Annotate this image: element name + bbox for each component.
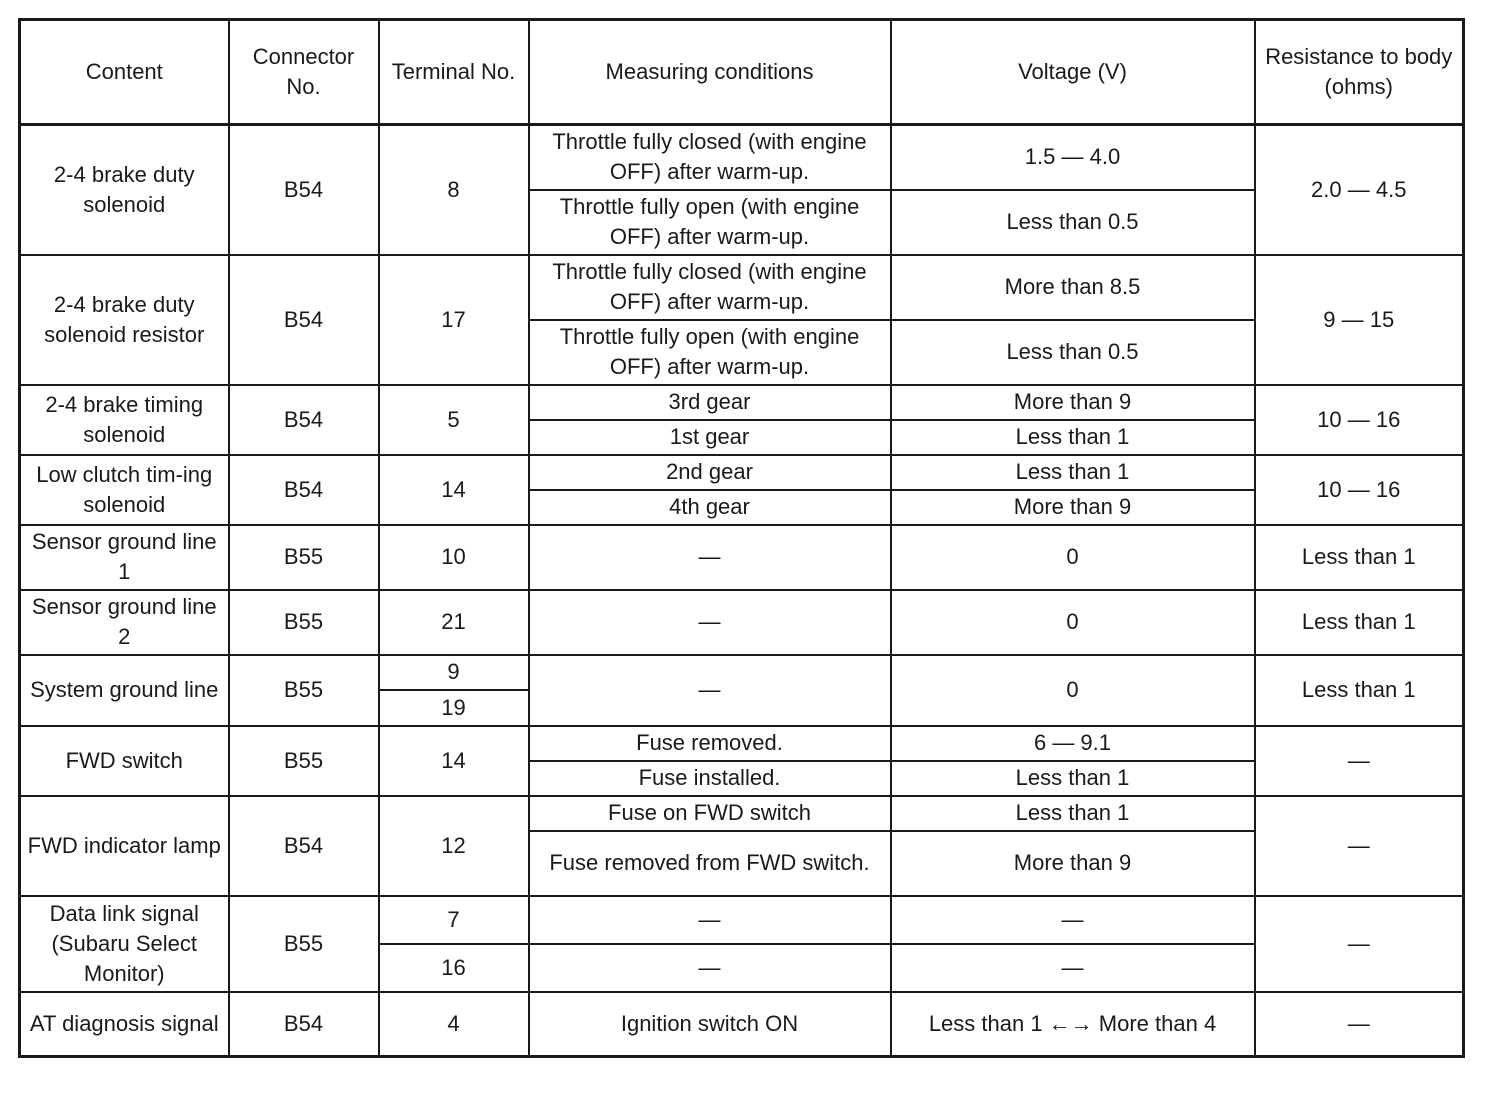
content-cell: 2-4 brake duty solenoid — [20, 125, 229, 255]
voltage-cell: Less than 1 — [891, 420, 1255, 455]
condition-cell: Fuse removed. — [529, 726, 891, 761]
condition-cell: — — [529, 525, 891, 590]
connector-cell: B54 — [229, 125, 379, 255]
voltage-cell: Less than 1 — [891, 761, 1255, 796]
terminal-spec-table — [18, 18, 1465, 1058]
header-content: Content — [20, 20, 229, 125]
condition-cell: — — [529, 655, 891, 726]
header-resistance: Resistance to body (ohms) — [1255, 20, 1464, 125]
voltage-cell: 1.5 — 4.0 — [891, 125, 1255, 190]
voltage-cell: Less than 0.5 — [891, 190, 1255, 255]
voltage-cell: — — [891, 944, 1255, 992]
connector-cell: B54 — [229, 455, 379, 525]
terminal-cell: 4 — [379, 992, 529, 1057]
voltage-cell: 0 — [891, 655, 1255, 726]
terminal-cell: 16 — [379, 944, 529, 992]
condition-cell: Fuse on FWD switch — [529, 796, 891, 831]
voltage-cell: Less than 1 ←→ More than 4 — [891, 992, 1255, 1057]
terminal-cell: 21 — [379, 590, 529, 655]
condition-cell: Fuse installed. — [529, 761, 891, 796]
resistance-cell: — — [1255, 726, 1464, 796]
connector-cell: B54 — [229, 385, 379, 455]
voltage-cell: — — [891, 896, 1255, 944]
content-cell: System ground line — [20, 655, 229, 726]
table-row — [20, 655, 1464, 690]
voltage-cell: Less than 1 — [891, 796, 1255, 831]
resistance-cell: 10 — 16 — [1255, 455, 1464, 525]
connector-cell: B54 — [229, 992, 379, 1057]
resistance-cell: — — [1255, 896, 1464, 992]
content-cell: 2-4 brake timing solenoid — [20, 385, 229, 455]
voltage-cell: 0 — [891, 525, 1255, 590]
table-row — [20, 590, 1464, 655]
connector-cell: B55 — [229, 590, 379, 655]
condition-cell: — — [529, 590, 891, 655]
condition-cell: — — [529, 944, 891, 992]
header-conditions: Measuring conditions — [529, 20, 891, 125]
connector-cell: B54 — [229, 255, 379, 385]
voltage-cell: Less than 1 — [891, 455, 1255, 490]
condition-cell: Throttle fully closed (with engine OFF) after warm-up. — [529, 125, 891, 190]
terminal-cell: 17 — [379, 255, 529, 385]
content-cell: Sensor ground line 2 — [20, 590, 229, 655]
terminal-cell: 12 — [379, 796, 529, 896]
resistance-cell: 9 — 15 — [1255, 255, 1464, 385]
content-cell: 2-4 brake duty solenoid resistor — [20, 255, 229, 385]
condition-cell: — — [529, 896, 891, 944]
header-connector: Connector No. — [229, 20, 379, 125]
terminal-cell: 8 — [379, 125, 529, 255]
content-cell: FWD indicator lamp — [20, 796, 229, 896]
content-cell: Low clutch tim-ing solenoid — [20, 455, 229, 525]
terminal-cell: 7 — [379, 896, 529, 944]
terminal-cell: 5 — [379, 385, 529, 455]
header-row — [20, 20, 1464, 125]
header-voltage: Voltage (V) — [891, 20, 1255, 125]
table-row — [20, 992, 1464, 1057]
voltage-cell: 6 — 9.1 — [891, 726, 1255, 761]
condition-cell: 4th gear — [529, 490, 891, 525]
condition-cell: Throttle fully open (with engine OFF) after warm-up. — [529, 190, 891, 255]
voltage-cell: More than 9 — [891, 385, 1255, 420]
connector-cell: B55 — [229, 726, 379, 796]
connector-cell: B55 — [229, 896, 379, 992]
connector-cell: B55 — [229, 655, 379, 726]
resistance-cell: Less than 1 — [1255, 590, 1464, 655]
resistance-cell: 10 — 16 — [1255, 385, 1464, 455]
voltage-cell: More than 8.5 — [891, 255, 1255, 320]
table-row — [20, 896, 1464, 944]
table-row — [20, 455, 1464, 490]
voltage-cell: More than 9 — [891, 831, 1255, 896]
terminal-cell: 10 — [379, 525, 529, 590]
content-cell: Data link signal (Subaru Select Monitor) — [20, 896, 229, 992]
connector-cell: B55 — [229, 525, 379, 590]
content-cell: Sensor ground line 1 — [20, 525, 229, 590]
table-row — [20, 726, 1464, 761]
table-row — [20, 125, 1464, 190]
resistance-cell: Less than 1 — [1255, 655, 1464, 726]
header-terminal: Terminal No. — [379, 20, 529, 125]
content-cell: AT diagnosis signal — [20, 992, 229, 1057]
condition-cell: Throttle fully open (with engine OFF) after warm-up. — [529, 320, 891, 385]
condition-cell: Fuse removed from FWD switch. — [529, 831, 891, 896]
resistance-cell: — — [1255, 992, 1464, 1057]
condition-cell: Throttle fully closed (with engine OFF) after warm-up. — [529, 255, 891, 320]
resistance-cell: Less than 1 — [1255, 525, 1464, 590]
voltage-cell: More than 9 — [891, 490, 1255, 525]
voltage-cell: 0 — [891, 590, 1255, 655]
table-row — [20, 525, 1464, 590]
table-row — [20, 796, 1464, 831]
connector-cell: B54 — [229, 796, 379, 896]
terminal-cell: 19 — [379, 690, 529, 726]
condition-cell: 1st gear — [529, 420, 891, 455]
condition-cell: Ignition switch ON — [529, 992, 891, 1057]
terminal-cell: 14 — [379, 726, 529, 796]
table-row — [20, 385, 1464, 420]
terminal-cell: 9 — [379, 655, 529, 690]
condition-cell: 3rd gear — [529, 385, 891, 420]
terminal-cell: 14 — [379, 455, 529, 525]
table-row — [20, 255, 1464, 320]
condition-cell: 2nd gear — [529, 455, 891, 490]
resistance-cell: — — [1255, 796, 1464, 896]
voltage-cell: Less than 0.5 — [891, 320, 1255, 385]
content-cell: FWD switch — [20, 726, 229, 796]
resistance-cell: 2.0 — 4.5 — [1255, 125, 1464, 255]
